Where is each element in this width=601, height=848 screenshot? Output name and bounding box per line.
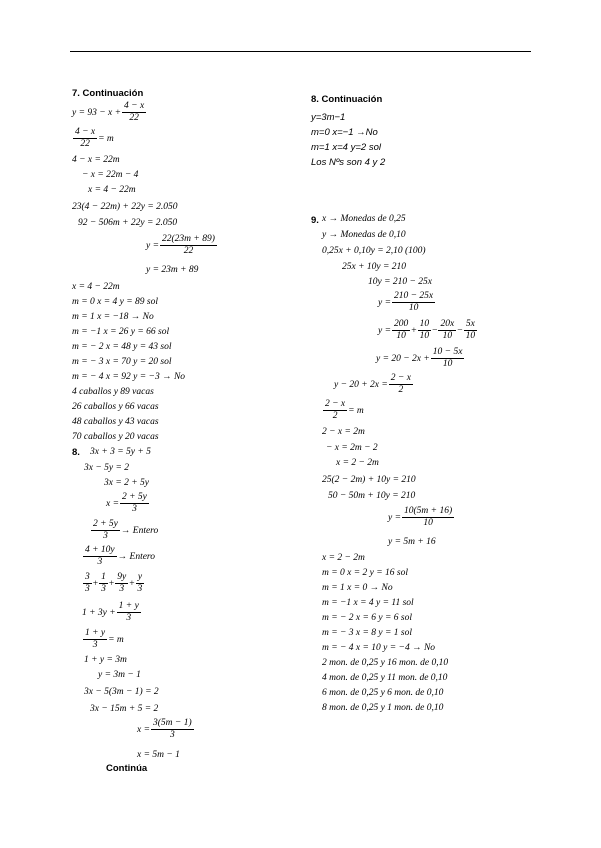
answer-line: 4 caballos y 89 vacas [72, 387, 154, 397]
case-line: m = 0 x = 2 y = 16 sol [322, 568, 408, 578]
case-line: m = −1 x = 26 y = 66 sol [72, 327, 170, 337]
math-line: y = 23m + 89 [146, 265, 199, 275]
eq-fraction-sum: $\frac{3}{3}$ + $\frac{1}{3}$ + $\frac{9y}{3}$ + $\frac{y}{3}$ [85, 572, 143, 594]
case-line: m = 1 x = 0 → No [322, 583, 393, 593]
eq-x-fraction: x = $\frac{3(5m - 1)}{3}$ [137, 718, 192, 740]
case-line: m = 0 x = 4 y = 89 sol [72, 297, 158, 307]
eq-y-line: y = 93 − x + $\frac{4 - x}{22}$ [72, 101, 145, 123]
case-line: m = − 4 x = 10 y = −4 → No [322, 643, 436, 653]
math-line: 10y = 210 − 25x [368, 277, 433, 287]
math-line: x = 2 − 2m [322, 553, 365, 563]
math-line: x = 5m − 1 [137, 750, 180, 760]
math-line: y → Monedas de 0,10 [322, 230, 406, 240]
eq-m: $\frac{1 + y}{3}$ = m [85, 628, 124, 650]
case-line: m = − 2 x = 48 y = 43 sol [72, 342, 172, 352]
top-rule [70, 51, 531, 52]
math-line: y = 3m − 1 [98, 670, 141, 680]
case-line: m = − 3 x = 70 y = 20 sol [72, 357, 172, 367]
eq-x-fraction: x = $\frac{2 + 5y}{3}$ [106, 492, 147, 514]
heading-8: 8. Continuación [311, 94, 383, 105]
answer-line: 4 mon. de 0,25 y 11 mon. de 0,10 [322, 673, 448, 683]
math-line: 25x + 10y = 210 [342, 262, 407, 272]
eq-sum: 1 + 3y + $\frac{1 + y}{3}$ [82, 601, 139, 623]
math-line: 50 − 50m + 10y = 210 [328, 491, 416, 501]
case-line: m = 1 x = −18 → No [72, 312, 154, 322]
eq-m-line: $\frac{4 - x}{22}$ = m [75, 127, 114, 149]
math-line: 3x − 5(3m − 1) = 2 [84, 687, 159, 697]
math-line: 3x = 2 + 5y [104, 478, 150, 488]
eq-y-fraction: y = $\frac{22(23m + 89)}{22}$ [146, 234, 215, 256]
eq-y-fraction: y = $\frac{210 - 25x}{10}$ [378, 291, 434, 313]
answer-line: 70 caballos y 20 vacas [72, 432, 159, 442]
continua-label: Continúa [106, 763, 148, 774]
eq-entero: $\frac{2 + 5y}{3}$ → Entero [93, 519, 159, 541]
math-line: 2 − x = 2m [322, 427, 365, 437]
answer-line: 8 mon. de 0,25 y 1 mon. de 0,10 [322, 703, 444, 713]
math-line: 0,25x + 0,10y = 2,10 (100) [322, 246, 426, 256]
math-line: x = 2 − 2m [336, 458, 379, 468]
heading-7: 7. Continuación [72, 88, 144, 99]
answer-line: 6 mon. de 0,25 y 6 mon. de 0,10 [322, 688, 444, 698]
eq-entero: $\frac{4 + 10y}{3}$ → Entero [85, 545, 156, 567]
case-line: m = − 3 x = 8 y = 1 sol [322, 628, 413, 638]
eq-y-sum: y = 20 − 2x + $\frac{10 - 5x}{10}$ [376, 347, 463, 369]
answer-line: 48 caballos y 43 vacas [72, 417, 159, 427]
math-line: 92 − 506m + 22y = 2.050 [78, 218, 178, 228]
math-line: − x = 2m − 2 [326, 443, 378, 453]
math-line: x = 4 − 22m [72, 282, 120, 292]
eq-y-fraction: y = $\frac{10(5m + 16)}{10}$ [388, 506, 453, 528]
math-line: 23(4 − 22m) + 22y = 2.050 [72, 202, 178, 212]
math-line: 3x − 15m + 5 = 2 [90, 704, 159, 714]
eq-fraction-sum: y = $\frac{200}{10}$ + $\frac{10}{10}$ − $\frac{20x}{10}$ − $\frac{5x}{10}$ [378, 319, 476, 341]
math-line: x = 4 − 22m [88, 185, 136, 195]
math-line: 4 − x = 22m [72, 155, 120, 165]
math-line: Los Nºs son 4 y 2 [311, 157, 386, 168]
case-line: m = − 4 x = 92 y = −3 → No [72, 372, 186, 382]
math-line: 1 + y = 3m [84, 655, 127, 665]
case-line: m = − 2 x = 6 y = 6 sol [322, 613, 413, 623]
math-line: 3x + 3 = 5y + 5 [90, 447, 151, 457]
eq-rearranged: y − 20 + 2x = $\frac{2 - x}{2}$ [334, 373, 411, 395]
answer-line: 26 caballos y 66 vacas [72, 402, 159, 412]
problem-8-label: 8. [72, 447, 80, 458]
math-line: 25(2 − 2m) + 10y = 210 [322, 475, 416, 485]
math-line: 3x − 5y = 2 [84, 463, 130, 473]
case-line: m = −1 x = 4 y = 11 sol [322, 598, 414, 608]
math-line: m=1 x=4 y=2 sol [311, 142, 381, 153]
problem-9-label: 9. [311, 215, 319, 226]
answer-line: 2 mon. de 0,25 y 16 mon. de 0,10 [322, 658, 449, 668]
math-line: y = 5m + 16 [388, 537, 436, 547]
math-line: − x = 22m − 4 [82, 170, 139, 180]
eq-m: $\frac{2 - x}{2}$ = m [325, 399, 364, 421]
math-line: m=0 x=−1 →No [311, 127, 378, 138]
math-line: y=3m−1 [311, 112, 346, 123]
math-line: x → Monedas de 0,25 [322, 214, 406, 224]
